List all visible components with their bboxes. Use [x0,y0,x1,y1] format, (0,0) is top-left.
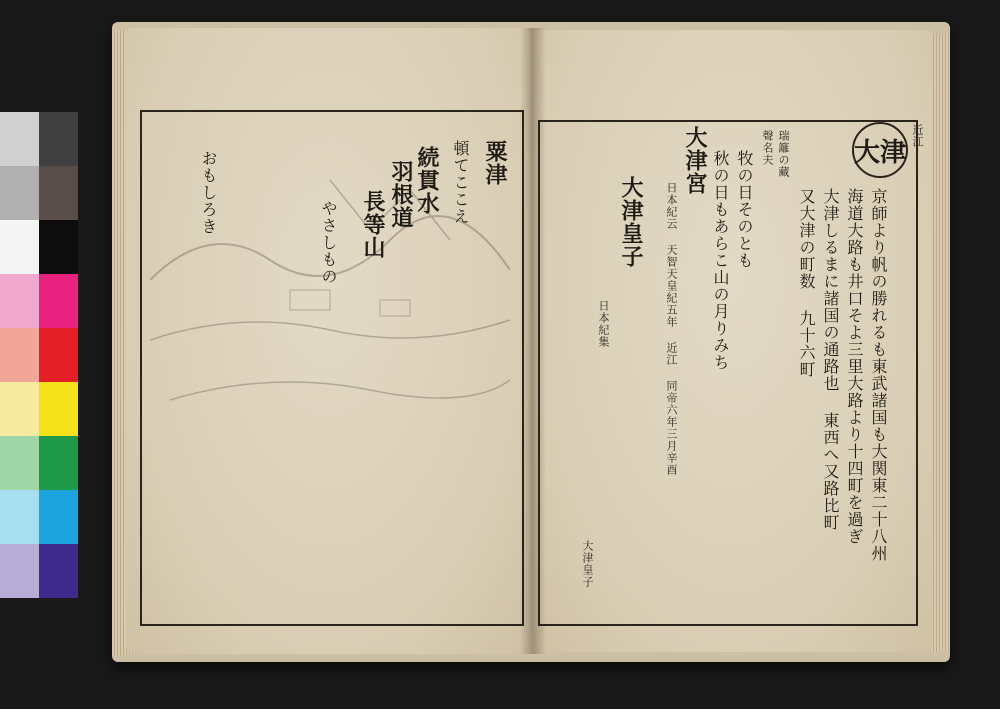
place-name-seal: 大津 [852,122,908,178]
calibration-row [0,274,78,328]
calibration-row [0,382,78,436]
text-column: やさしもの [319,200,338,285]
text-column: 日本紀集 [597,300,610,348]
calibration-row [0,166,78,220]
calibration-swatch [0,220,39,274]
heading-column: 続貫水 [414,146,440,215]
calibration-swatch [0,166,39,220]
calibration-swatch [0,490,39,544]
heading-column: 羽根道 [388,160,414,229]
calibration-swatch [39,274,78,328]
calibration-swatch [39,382,78,436]
calibration-row [0,328,78,382]
text-column: 京師より帆の勝れるも東武諸国も大関東二十八州 [869,188,888,562]
text-column: 大津しるまに諸国の通路也 東西へ又路比町 [821,188,840,531]
calibration-swatch [0,544,39,598]
calibration-swatch [39,544,78,598]
text-column: おもしろき [199,150,218,235]
text-column: 海道大路も井口そよ三里大路より十四町を過ぎ [845,188,864,545]
calibration-swatch [39,166,78,220]
calibration-swatch [0,274,39,328]
calibration-swatch [0,382,39,436]
text-column: 瑞籬の藏 [777,130,790,178]
text-column: 牧の日そのとも [735,150,754,269]
heading-otsu-palace: 大津宮 [682,126,708,195]
page-edges-right [930,34,950,652]
caption-otsu-prince: 大津皇子 [581,540,594,588]
calibration-swatch [39,490,78,544]
heading-column: 粟津 [482,140,508,186]
calibration-row [0,112,78,166]
text-column: 日本紀云 天智天皇紀五年 近江 同帝六年三月辛酉 [665,182,678,476]
calibration-swatch [39,112,78,166]
seal-caption: 近江 [911,124,924,148]
calibration-swatch [0,436,39,490]
calibration-swatch [0,328,39,382]
calibration-swatch [39,436,78,490]
heading-otsu-prince: 大津皇子 [618,176,644,268]
calibration-swatch [39,328,78,382]
text-column: 頓てここえ [451,140,470,225]
text-column: 秋の日もあらこ山の月りみち [711,150,730,371]
calibration-swatch [0,112,39,166]
heading-column: 長等山 [360,190,386,259]
calibration-row [0,544,78,598]
calibration-swatch [39,220,78,274]
text-column: 又大津の町数 九十六町 [797,188,816,378]
calibration-row [0,490,78,544]
calibration-row [0,436,78,490]
calibration-row [0,220,78,274]
text-column: 聲名夫 [761,130,774,166]
color-calibration-strip [0,112,78,600]
